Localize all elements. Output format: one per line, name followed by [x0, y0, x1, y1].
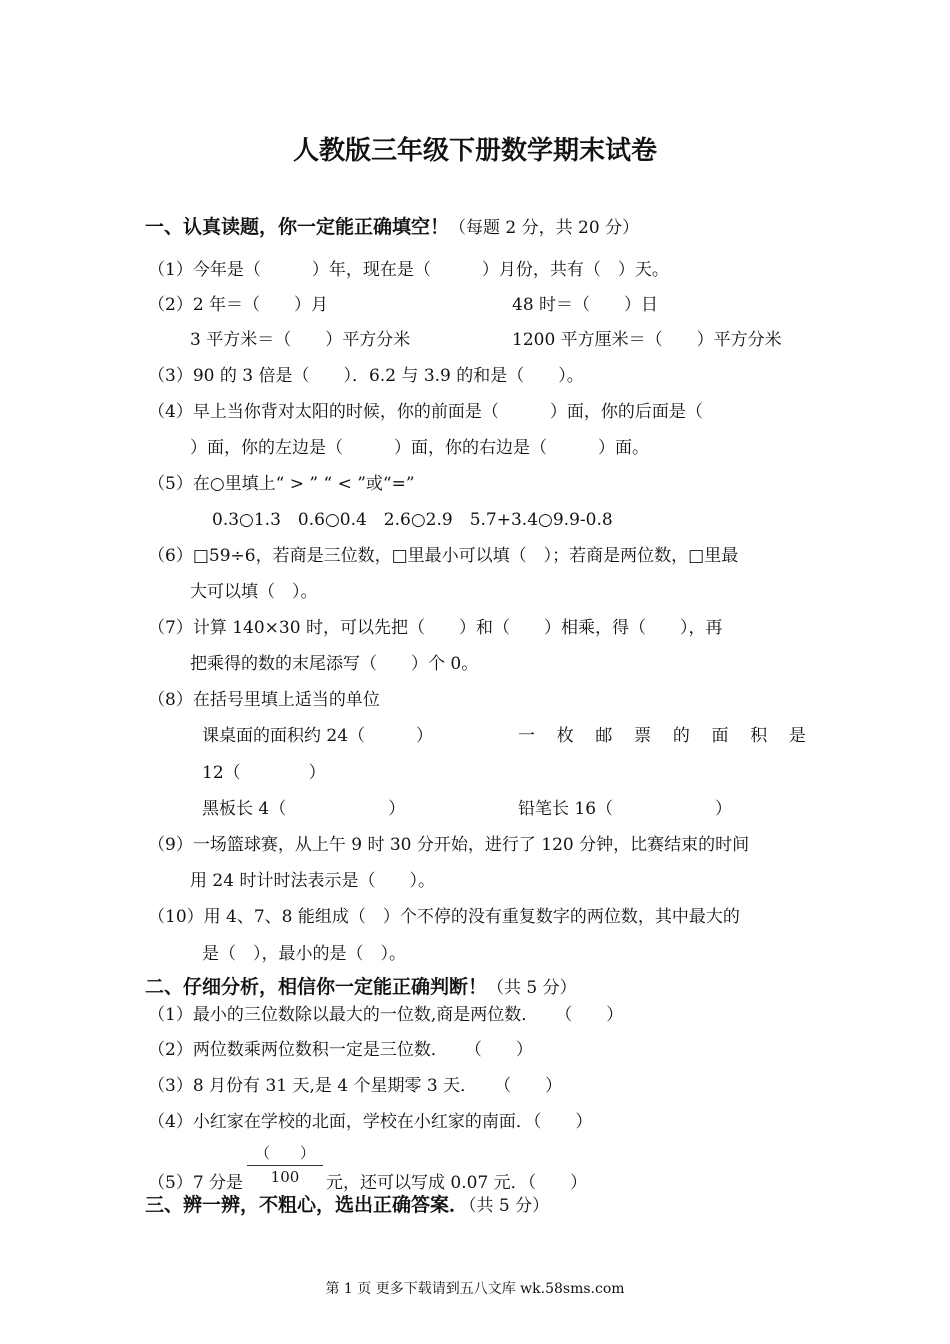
question-1: （1）今年是（ ）年，现在是（ ）月份，共有（ ）天。	[148, 260, 669, 280]
judge-4: （4）小红家在学校的北面，学校在小红家的南面．（ ）	[148, 1112, 593, 1132]
question-2-hours: 48 时＝（ ）日	[512, 295, 659, 315]
section-3-title: 三、辨一辨，不粗心，选出正确答案．	[145, 1194, 469, 1216]
stamp-text-char: 的	[672, 726, 690, 746]
question-5-line-2: 0.3○1.3 0.6○0.4 2.6○2.9 5.7+3.4○9.9-0.8	[212, 510, 613, 530]
question-2-sqcm: 1200 平方厘米＝（ ）平方分米	[512, 330, 782, 350]
stamp-text-char: 邮	[595, 726, 613, 746]
question-4-line-2: ）面，你的左边是（ ）面，你的右边是（ ）面。	[190, 438, 649, 458]
question-10-line-2: 是（ ），最小的是（ ）。	[202, 944, 406, 964]
question-3: （3）90 的 3 倍是（ ）．6.2 与 3.9 的和是（ ）。	[148, 366, 584, 386]
stamp-text-char: 是	[788, 726, 806, 746]
fraction-denominator: 100	[270, 1168, 300, 1186]
section-2-heading	[145, 972, 577, 999]
section-3-note: （共 5 分）	[468, 1196, 550, 1216]
page-title: 人教版三年级下册数学期末试卷	[292, 136, 657, 166]
question-2-sqm: 3 平方米＝（ ）平方分米	[190, 330, 411, 350]
question-4-line-1: （4）早上当你背对太阳的时候，你的前面是（ ）面，你的后面是（	[148, 402, 703, 422]
question-8-desk: 课桌面的面积约 24（ ）	[202, 726, 434, 746]
question-8-blackboard: 黑板长 4（ ）	[202, 799, 406, 819]
question-5-line-1: （5）在○里填上“ > ” “ < ”或“=”	[148, 474, 415, 494]
question-6-line-2: 大可以填（ ）。	[190, 582, 318, 602]
section-1-heading	[145, 212, 639, 239]
question-2-years: （2）2 年＝（ ）月	[148, 295, 329, 315]
question-9-line-1: （9）一场篮球赛，从上午 9 时 30 分开始，进行了 120 分钟，比赛结束的时间	[148, 835, 750, 855]
fraction-numerator: （ ）	[254, 1144, 315, 1162]
judge-5-fraction	[247, 1142, 323, 1186]
question-6-line-1: （6）□59÷6，若商是三位数，□里最小可以填（ ）；若商是两位数，□里最	[148, 546, 739, 566]
section-2-note: （共 5 分）	[487, 978, 577, 998]
question-7-line-1: （7）计算 140×30 时，可以先把（ ）和（ ）相乘，得（ ），再	[148, 618, 723, 638]
stamp-text-char: 积	[750, 726, 768, 746]
stamp-text-char: 一	[518, 726, 535, 746]
fraction-bar	[247, 1165, 323, 1166]
judge-2: （2）两位数乘两位数积一定是三位数． （ ）	[148, 1040, 533, 1060]
stamp-text-char: 枚	[556, 726, 574, 746]
page-footer: 第 1 页 更多下载请到五八文库 wk.58sms.com	[325, 1281, 625, 1297]
section-1-note: （每题 2 分，共 20 分）	[449, 218, 640, 238]
section-2-title: 二、仔细分析，相信你一定能正确判断！	[145, 976, 488, 998]
section-3-heading	[145, 1190, 549, 1217]
section-1-title: 一、认真读题，你一定能正确填空！	[145, 216, 450, 238]
question-8-pencil: 铅笔长 16（ ）	[518, 799, 733, 819]
judge-3: （3）8 月份有 31 天,是 4 个星期零 3 天． （ ）	[148, 1076, 563, 1096]
question-9-line-2: 用 24 时计时法表示是（ ）。	[190, 871, 435, 891]
judge-5-prefix: （5）7 分是	[148, 1173, 244, 1193]
question-7-line-2: 把乘得的数的末尾添写（ ）个 0。	[190, 654, 479, 674]
question-8-stamp	[518, 721, 806, 746]
judge-5-suffix: 元，还可以写成 0.07 元．（ ）	[326, 1173, 588, 1193]
question-10-line-1: （10）用 4、7、8 能组成（ ）个不停的没有重复数字的两位数，其中最大的	[148, 907, 740, 927]
judge-1: （1）最小的三位数除以最大的一位数,商是两位数． （ ）	[148, 1005, 624, 1025]
question-8: （8）在括号里填上适当的单位	[148, 690, 380, 710]
stamp-text-char: 票	[634, 726, 652, 746]
question-8-stamp-value: 12（ ）	[202, 763, 326, 783]
stamp-text-char: 面	[711, 726, 729, 746]
